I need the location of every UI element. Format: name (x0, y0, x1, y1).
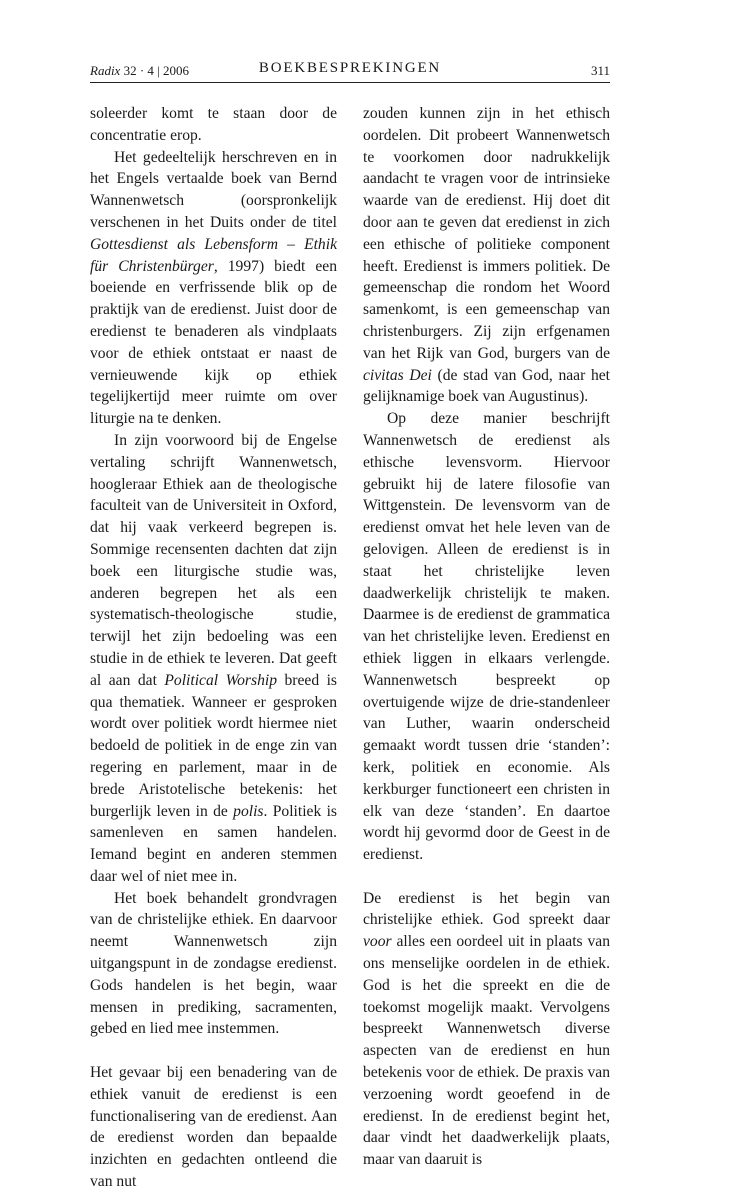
term-civitas-dei: civitas Dei (363, 366, 432, 384)
emphasis-voor: voor (363, 933, 392, 951)
paragraph: zouden kunnen zijn in het ethisch oordelen. Dit probeert Wannenwetsch te voorkomen door nadrukkelijk aandacht te vragen voor de intrinsieke waarde van de eredienst. Hij doet dit door aan te geven dat eredienst in zich een ethische of politieke component heeft. Eredienst is immers politiek. De gemeenschap die rondom het Woord samenkomt, is een gemeenschap van christenburgers. Zij zijn erfgenamen van het Rijk van God, burgers van de civitas Dei (de stad van God, naar het gelijknamige boek van Augustinus). (363, 105, 611, 406)
magazine-name: Radix (90, 63, 121, 78)
paragraph: Het gedeeltelijk herschreven en in het Engels vertaalde boek van Bernd Wannenwetsch (oorspronkelijk verschenen in het Duits onder de titel Gottesdienst als Lebensform – Ethik für Christenbürger, 1997) biedt een boeiende en verfrissende blik op de praktijk van de eredienst. Juist door de eredienst te benaderen als vindplaats voor de ethiek ontstaat er naast de vernieuwende kijk op ethiek tegelijkertijd meer ruimte om over liturgie na te denken. (90, 148, 338, 428)
paragraph: Het boek behandelt grondvragen van de christelijke ethiek. En daarvoor neemt Wannenwetsch zijn uitgangspunt in de zondagse eredienst. Gods handelen is het begin, waar mensen in prediking, sacramenten, gebed en lied mee instemmen. (90, 889, 337, 1038)
term-polis: polis (233, 802, 264, 820)
paragraph: De eredienst is het begin van christelijke ethiek. God spreekt daar voor alles een oordeel uit in plaats van ons menselijke oordelen in de ethiek. God is het die spreekt en die de toekomst mogelijk maakt. Vervolgens bespreekt Wannenwetsch diverse aspecten van de eredienst en hun betekenis voor de ethiek. De praxis van verzoening wordt geoefend in de eredienst. In de eredienst begint het, daar vindt het daadwerkelijk plaats, maar van daaruit is (363, 889, 610, 1169)
book-title-english: Political Worship (164, 671, 277, 689)
book-title-german: Gottesdienst als Lebensform – Ethik für Christenbürger (90, 235, 337, 275)
paragraph: soleerder komt te staan door de concentratie erop. (90, 105, 337, 144)
page-number: 311 (590, 63, 610, 78)
header-rule (90, 82, 610, 83)
paragraph: Op deze manier beschrijft Wannenwetsch de eredienst als ethische levensvorm. Hiervoor gebruikt hij de latere filosofie van Wittgenstein. De levensvorm van de eredienst omvat het hele leven van de gelovigen. Alleen de eredienst is in staat het christelijke leven daadwerkelijk christelijk te maken. Daarmee is de eredienst de grammatica van het christelijke leven. Eredienst en ethiek liggen in elkaars verlengde. Wannenwetsch bespreekt op overtuigende wijze de drie-standenleer van Luther, waarin onderscheid gemaakt wordt tussen drie ‘standen’: kerk, politiek en economie. Als kerkburger functioneert een christen in elk van deze ‘standen’. En daartoe wordt hij gevormd door de Geest in de eredienst. (363, 410, 610, 864)
paragraph: In zijn voorwoord bij de Engelse vertaling schrijft Wannenwetsch, hoogleraar Ethiek aan de theologische faculteit van de Universiteit in Oxford, dat hij vaak verkeerd begrepen is. Sommige recensenten dachten dat zijn boek een liturgische studie was, anderen begrepen het als een systematisch-theologische studie, terwijl het zijn bedoeling was een studie in de ethiek te leveren. Dat geeft al aan dat Political Worship breed is qua thematiek. Wanneer er gesproken wordt over politiek wordt hiermee niet bedoeld de politiek in de enge zin van regering en parlement, maar in de brede Aristotelische betekenis: het burgerlijk leven in de polis. Politiek is samenleven en samen handelen. Iemand begint en anderen stemmen daar wel of niet mee in. (90, 431, 337, 885)
left-column (90, 103, 337, 1193)
issue-number: 32 · 4 | 2006 (123, 63, 190, 78)
paragraph: Het gevaar bij een benadering van de ethiek vanuit de eredienst is een functionalisering van de eredienst. Aan de eredienst worden dan bepaalde inzichten en gedachten ontleend die van nut (90, 1064, 337, 1191)
right-column (363, 103, 610, 1171)
running-header (90, 60, 610, 82)
section-title: BOEKBESPREKINGEN (258, 60, 442, 76)
